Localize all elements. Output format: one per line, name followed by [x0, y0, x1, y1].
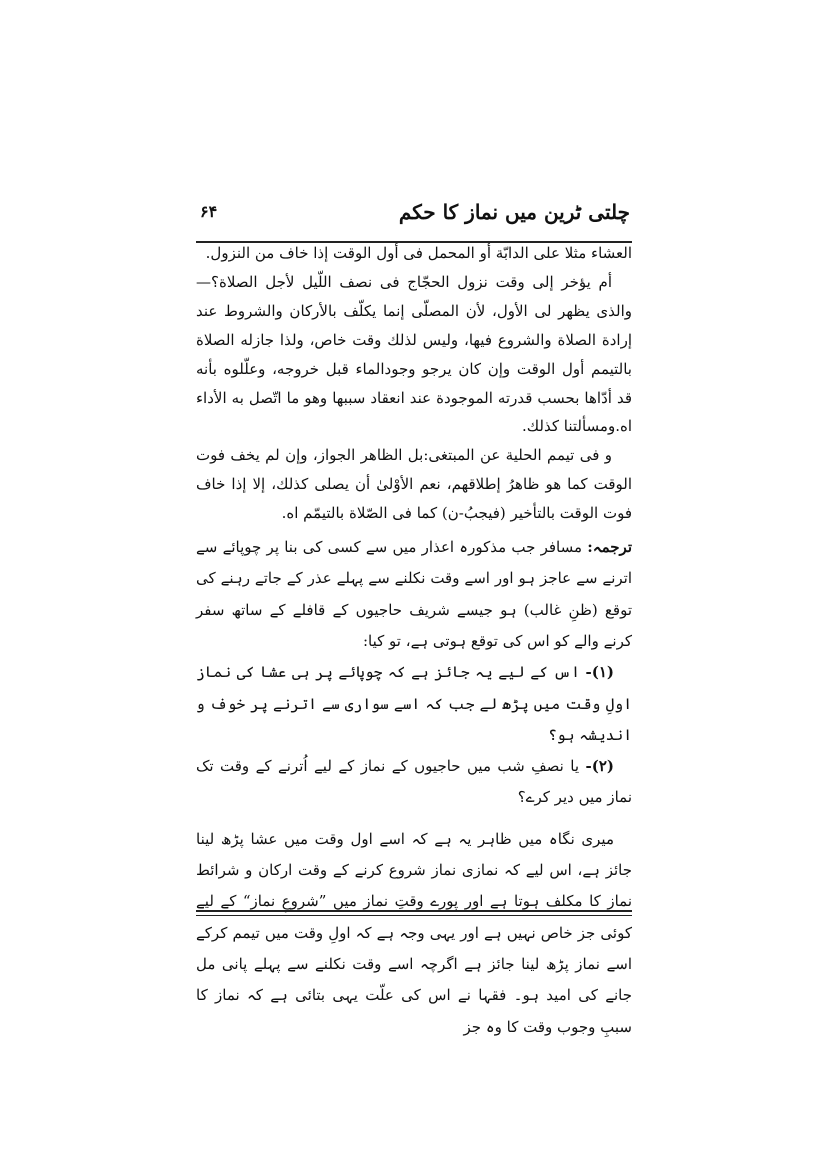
- question-2-number: (۲)-: [585, 757, 614, 776]
- running-title: چلتی ٹرین میں نماز کا حکم: [398, 200, 630, 224]
- urdu-question-2: [196, 751, 632, 814]
- page-number: ۶۴: [200, 202, 218, 221]
- translation-text: مسافر جب مذکورہ اعذار میں سے کسی کی بنا پر چوپائے سے اترنے سے عاجز ہو اور اسے وقت نکلنے سے پہلے عذر کے جاتے رہنے کی توقع (ظنِ غالب) ہو جیسے شریف حاجیوں کے قافلے کے ساتھ سفر کرنے والے کو اس کی توقع ہوتی ہے، تو کیا:: [196, 538, 632, 650]
- urdu-translation: [196, 532, 632, 657]
- question-1-text: اس کے لیے یہ جائز ہے کہ چوپائے پر ہی عشا کی نماز اولِ وقت میں پڑھ لے جب کہ اسے سواری سے اترنے پر خوف و اندیشہ ہو؟: [196, 663, 632, 744]
- arabic-paragraph-1: العشاء مثلا على الدابّة أو المحمل فى أول الوقت إذا خاف من النزول.: [205, 244, 632, 262]
- running-header: [196, 200, 632, 230]
- translation-label: ترجمہ:: [587, 538, 632, 557]
- footer-rule-thin: [196, 915, 632, 916]
- urdu-question-1: [196, 657, 632, 751]
- footer-rule-thick: [196, 910, 632, 912]
- urdu-answer-paragraph: میری نگاہ میں ظاہر یہ ہے کہ اسے اول وقت میں عشا پڑھ لینا جائز ہے، اس لیے کہ نمازی نماز شروع کرنے کے وقت ارکان و شرائط نماز کا مکلف ہوتا ہے اور پورے وقتِ نماز میں ”شروعِ نماز“ کے لیے کوئی جز خاص نہیں ہے اور یہی وجہ ہے کہ اولِ وقت میں تیمم کرکے اسے نماز پڑھ لینا جائز ہے اگرچہ اسے وقت نکلنے سے پہلے پانی مل جانے کی امید ہو۔ فقہا نے اس کی علّت یہی بتائی ہے کہ نماز کا سببِ وجوب وقت کا وہ جز: [196, 829, 632, 1036]
- question-2-text: یا نصفِ شب میں حاجیوں کے نماز کے لیے اُترنے کے وقت تک نماز میں دیر کرے؟: [196, 757, 632, 807]
- page-body: [196, 239, 632, 1043]
- arabic-paragraph-3: و فى تيمم الحلية عن المبتغى:بل الظاهر الجواز، وإن لم يخف فوت الوقت كما هو ظاهرُ إطلاقهم، نعم الأوْلىٰ أن يصلى كذلك، إلا إذا خاف فوت الوقت بالتأخير (فيجبُ-ن) كما فى الصّلاة بالتيمّم اه.: [196, 446, 632, 523]
- footer-divider: [196, 910, 632, 916]
- book-page: [196, 190, 632, 1036]
- question-1-number: (۱)-: [585, 663, 614, 682]
- arabic-paragraph-2: أم يؤخر إلى وقت نزول الحجّاج فى نصف اللّيل لأجل الصلاة؟—والذى يظهر لى الأول، لأن المصلّى إنما يكلّف بالأركان والشروط عند إرادة الصلاة والشروع فيها، وليس لذلك وقت خاص، ولذا جازله الصلاة بالتيمم أول الوقت وإن كان يرجو وجودالماء قبل خروجه، وعلّلوه بأنه قد أدّاها بحسب قدرته الموجودة عند انعقاد سببها وهو ما اتّصل به الأداء اه.ومسألتنا كذلك.: [196, 272, 632, 436]
